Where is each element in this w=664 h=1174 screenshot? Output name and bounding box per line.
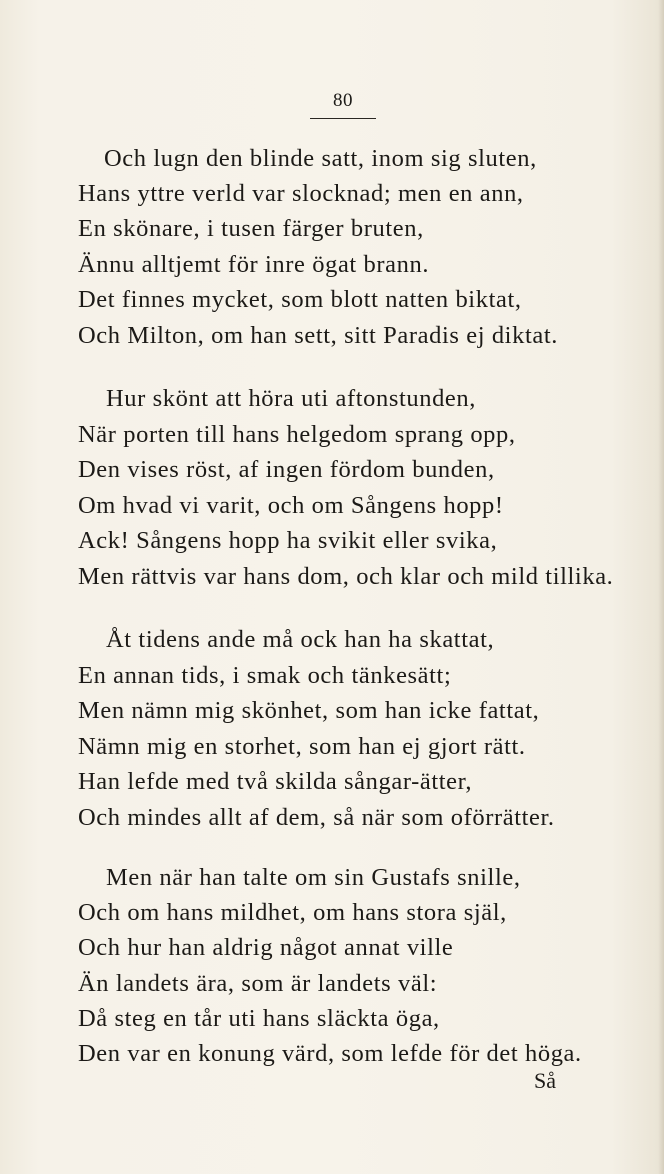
poem-line: Och lugn den blinde satt, inom sig sluten,: [104, 145, 537, 172]
poem-line: Men rättvis var hans dom, och klar och mild tillika.: [78, 563, 614, 590]
poem-line: Och hur han aldrig något annat ville: [78, 934, 454, 961]
poem-line: Nämn mig en storhet, som han ej gjort rätt.: [78, 733, 526, 760]
page-number-rule: [310, 118, 376, 119]
poem-line: När porten till hans helgedom sprang opp,: [78, 421, 516, 448]
poem-line: Men när han talte om sin Gustafs snille,: [106, 864, 521, 891]
poem-line: Ack! Sångens hopp ha svikit eller svika,: [78, 527, 498, 554]
poem-line: Den var en konung värd, som lefde för det höga.: [78, 1040, 582, 1067]
poem-line: Men nämn mig skönhet, som han icke fattat,: [78, 697, 540, 724]
catchword: Så: [534, 1068, 556, 1093]
poem-line: En annan tids, i smak och tänkesätt;: [78, 662, 452, 689]
poem-line: Om hvad vi varit, och om Sångens hopp!: [78, 492, 504, 519]
poem-line: Det finnes mycket, som blott natten biktat,: [78, 286, 522, 313]
poem-line: Hur skönt att höra uti aftonstunden,: [106, 385, 476, 412]
poem-line: Och Milton, om han sett, sitt Paradis ej diktat.: [78, 322, 558, 349]
poem-line: Den vises röst, af ingen fördom bunden,: [78, 456, 495, 483]
poem-line: En skönare, i tusen färger bruten,: [78, 215, 424, 242]
poem-line: Hans yttre verld var slocknad; men en ann,: [78, 180, 524, 207]
page-number: 80: [333, 90, 353, 111]
poem-line: Då steg en tår uti hans släckta öga,: [78, 1005, 440, 1032]
poem-line: Än landets ära, som är landets väl:: [78, 970, 438, 997]
poem-line: Ännu alltjemt för inre ögat brann.: [78, 251, 430, 278]
poem-line: Och mindes allt af dem, så när som oförrätter.: [78, 804, 555, 831]
page-edge-shadow: [658, 0, 664, 1174]
poem-line: Åt tidens ande må ock han ha skattat,: [106, 626, 495, 653]
poem-line: Han lefde med två skilda sångar-ätter,: [78, 768, 473, 795]
poem-line: Och om hans mildhet, om hans stora själ,: [78, 899, 507, 926]
